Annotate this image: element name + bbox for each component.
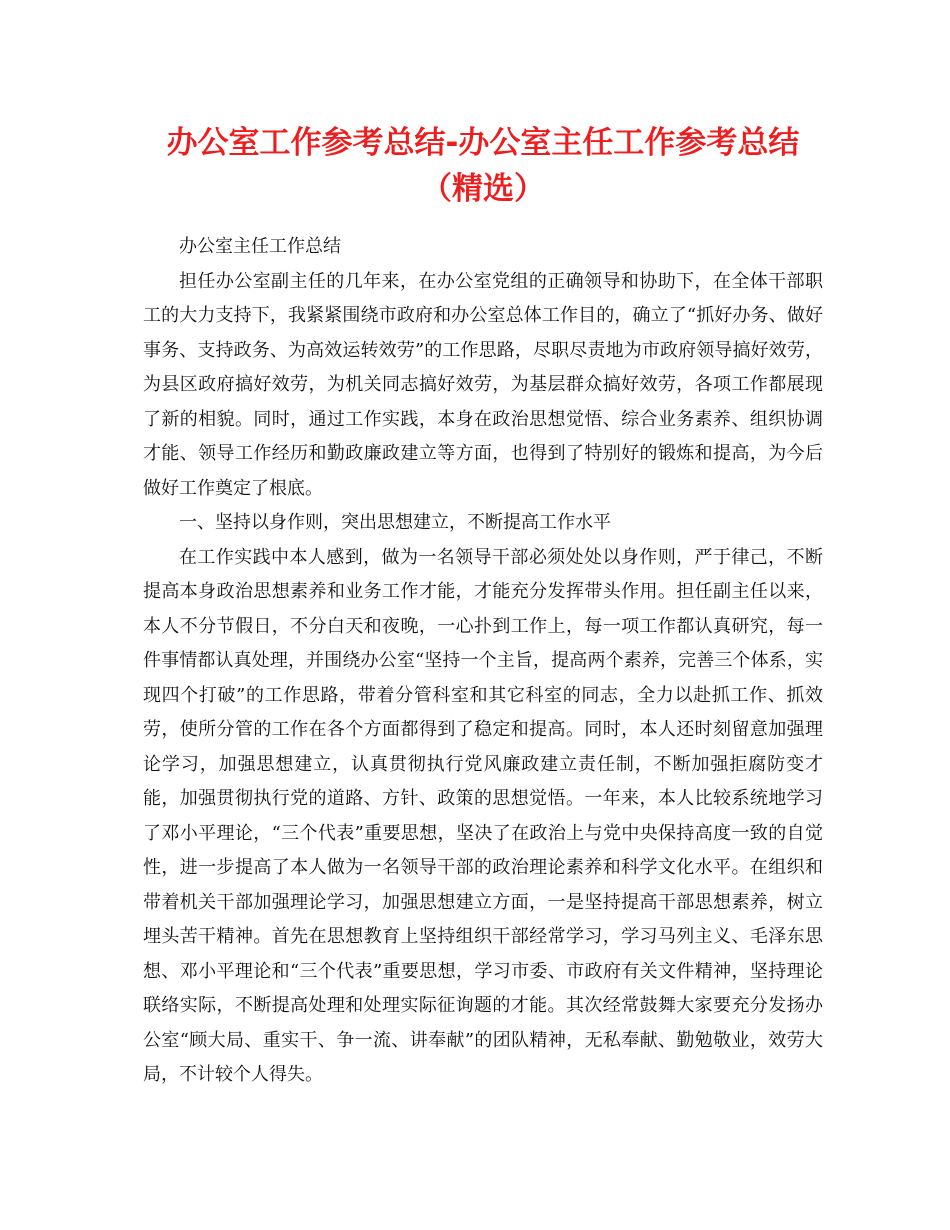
document-page [143, 120, 823, 1093]
section-heading-1: 一、坚持以身作则，突出思想建立，不断提高工作水平 [179, 512, 611, 533]
document-subtitle: 办公室主任工作总结 [179, 236, 341, 257]
document-title: 办公室工作参考总结-办公室主任工作参考总结（精选） [166, 125, 800, 207]
body-paragraph-2: 在工作实践中本人感到，做为一名领导干部必须处处以身作则，严于律己，不断提高本身政治思想素养和业务工作才能，才能充分发挥带头作用。担任副主任以来，本人不分节假日，不分白天和夜晚，一心扑到工作上，每一项工作都认真研究，每一件事情都认真处理，并围绕办公室“坚持一个主旨，提高两个素养，完善三个体系，实现四个打破”的工作思路，带着分管科室和其它科室的同志，全力以赴抓工作、抓效劳，使所分管的工作在各个方面都得到了稳定和提高。同时，本人还时刻留意加强理论学习，加强思想建立，认真贯彻执行党风廉政建立责任制，不断加强拒腐防变才能，加强贯彻执行党的道路、方针、政策的思想觉悟。一年来，本人比较系统地学习了邓小平理论，“三个代表”重要思想，坚决了在政治上与党中央保持高度一致的自觉性，进一步提高了本人做为一名领导干部的政治理论素养和科学文化水平。在组织和带着机关干部加强理论学习，加强思想建立方面，一是坚持提高干部思想素养，树立埋头苦干精神。首先在思想教育上坚持组织干部经常学习，学习马列主义、毛泽东思想、邓小平理论和“三个代表”重要思想，学习市委、市政府有关文件精神，坚持理论联络实际，不断提高处理和处理实际征询题的才能。其次经常鼓舞大家要充分发扬办公室“顾大局、重实干、争一流、讲奉献”的团队精神，无私奉献、勤勉敬业，效劳大局，不计较个人得失。 [143, 546, 823, 1085]
body-paragraph-1: 担任办公室副主任的几年来，在办公室党组的正确领导和协助下，在全体干部职工的大力支持下，我紧紧围绕市政府和办公室总体工作目的，确立了“抓好办务、做好事务、支持政务、为高效运转效劳”的工作思路，尽职尽责地为市政府领导搞好效劳，为县区政府搞好效劳，为机关同志搞好效劳，为基层群众搞好效劳，各项工作都展现了新的相貌。同时，通过工作实践，本身在政治思想觉悟、综合业务素养、组织协调才能、领导工作经历和勤政廉政建立等方面，也得到了特别好的锻炼和提高，为今后做好工作奠定了根底。 [143, 270, 823, 499]
